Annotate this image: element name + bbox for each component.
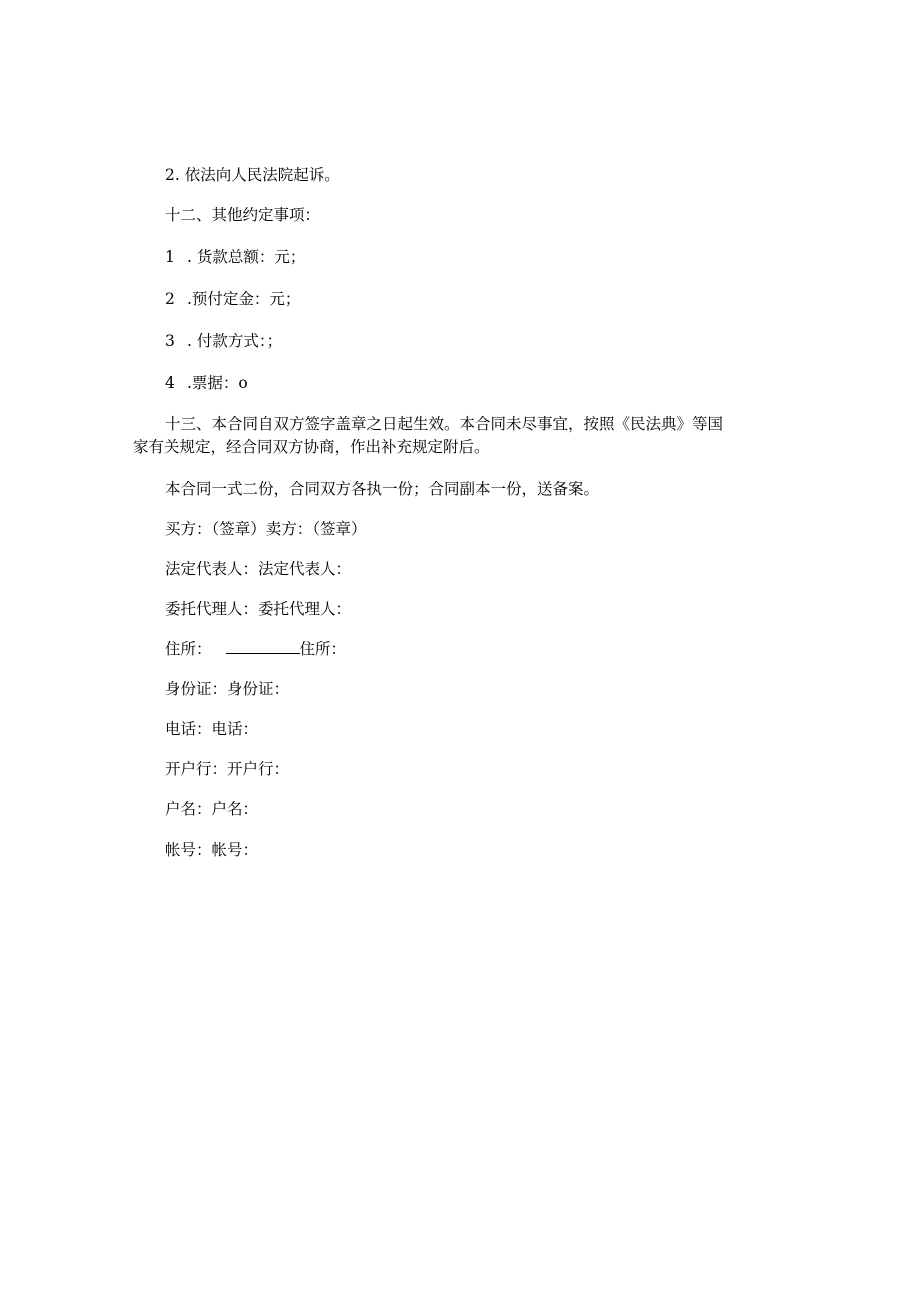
term-item	[165, 331, 282, 351]
item-sue: 2. 依法向人民法院起诉。	[165, 166, 340, 184]
term-text: .预付定金：元；	[187, 290, 301, 308]
signature-account-name: 户名：户名：	[165, 800, 259, 818]
copies-clause: 本合同一式二份，合同双方各执一份；合同副本一份，送备案。	[165, 480, 600, 498]
term-text: .票据：o	[187, 374, 248, 392]
signature-address	[165, 639, 346, 659]
term-item	[165, 289, 300, 309]
term-number: 3	[165, 332, 175, 350]
signature-legal-rep: 法定代表人：法定代表人：	[165, 560, 352, 578]
term-number: 4	[165, 374, 175, 392]
signature-id-card: 身份证：身份证：	[165, 680, 290, 698]
term-item	[165, 373, 248, 393]
section-13-line-1: 十三、本合同自双方签字盖章之日起生效。本合同未尽事宜，按照《民法典》等国	[165, 415, 724, 433]
signature-account-no: 帐号：帐号：	[165, 841, 259, 859]
term-text: . 货款总额：元；	[187, 248, 306, 266]
term-number: 1	[165, 248, 175, 266]
address-blank-line	[226, 639, 300, 654]
term-item	[165, 247, 305, 267]
section-13-line-2: 家有关规定，经合同双方协商，作出补充规定附后。	[133, 438, 490, 456]
address-label-right: 住所：	[299, 640, 347, 658]
signature-agent: 委托代理人：委托代理人：	[165, 600, 352, 618]
address-label-left: 住所：	[165, 640, 212, 658]
signature-bank: 开户行：开户行：	[165, 760, 290, 778]
term-number: 2	[165, 290, 175, 308]
signature-parties: 买方：（签章）卖方：（签章）	[165, 520, 367, 538]
term-text: . 付款方式：；	[187, 332, 283, 350]
section-12-heading: 十二、其他约定事项：	[165, 206, 321, 224]
signature-phone: 电话：电话：	[165, 720, 259, 738]
